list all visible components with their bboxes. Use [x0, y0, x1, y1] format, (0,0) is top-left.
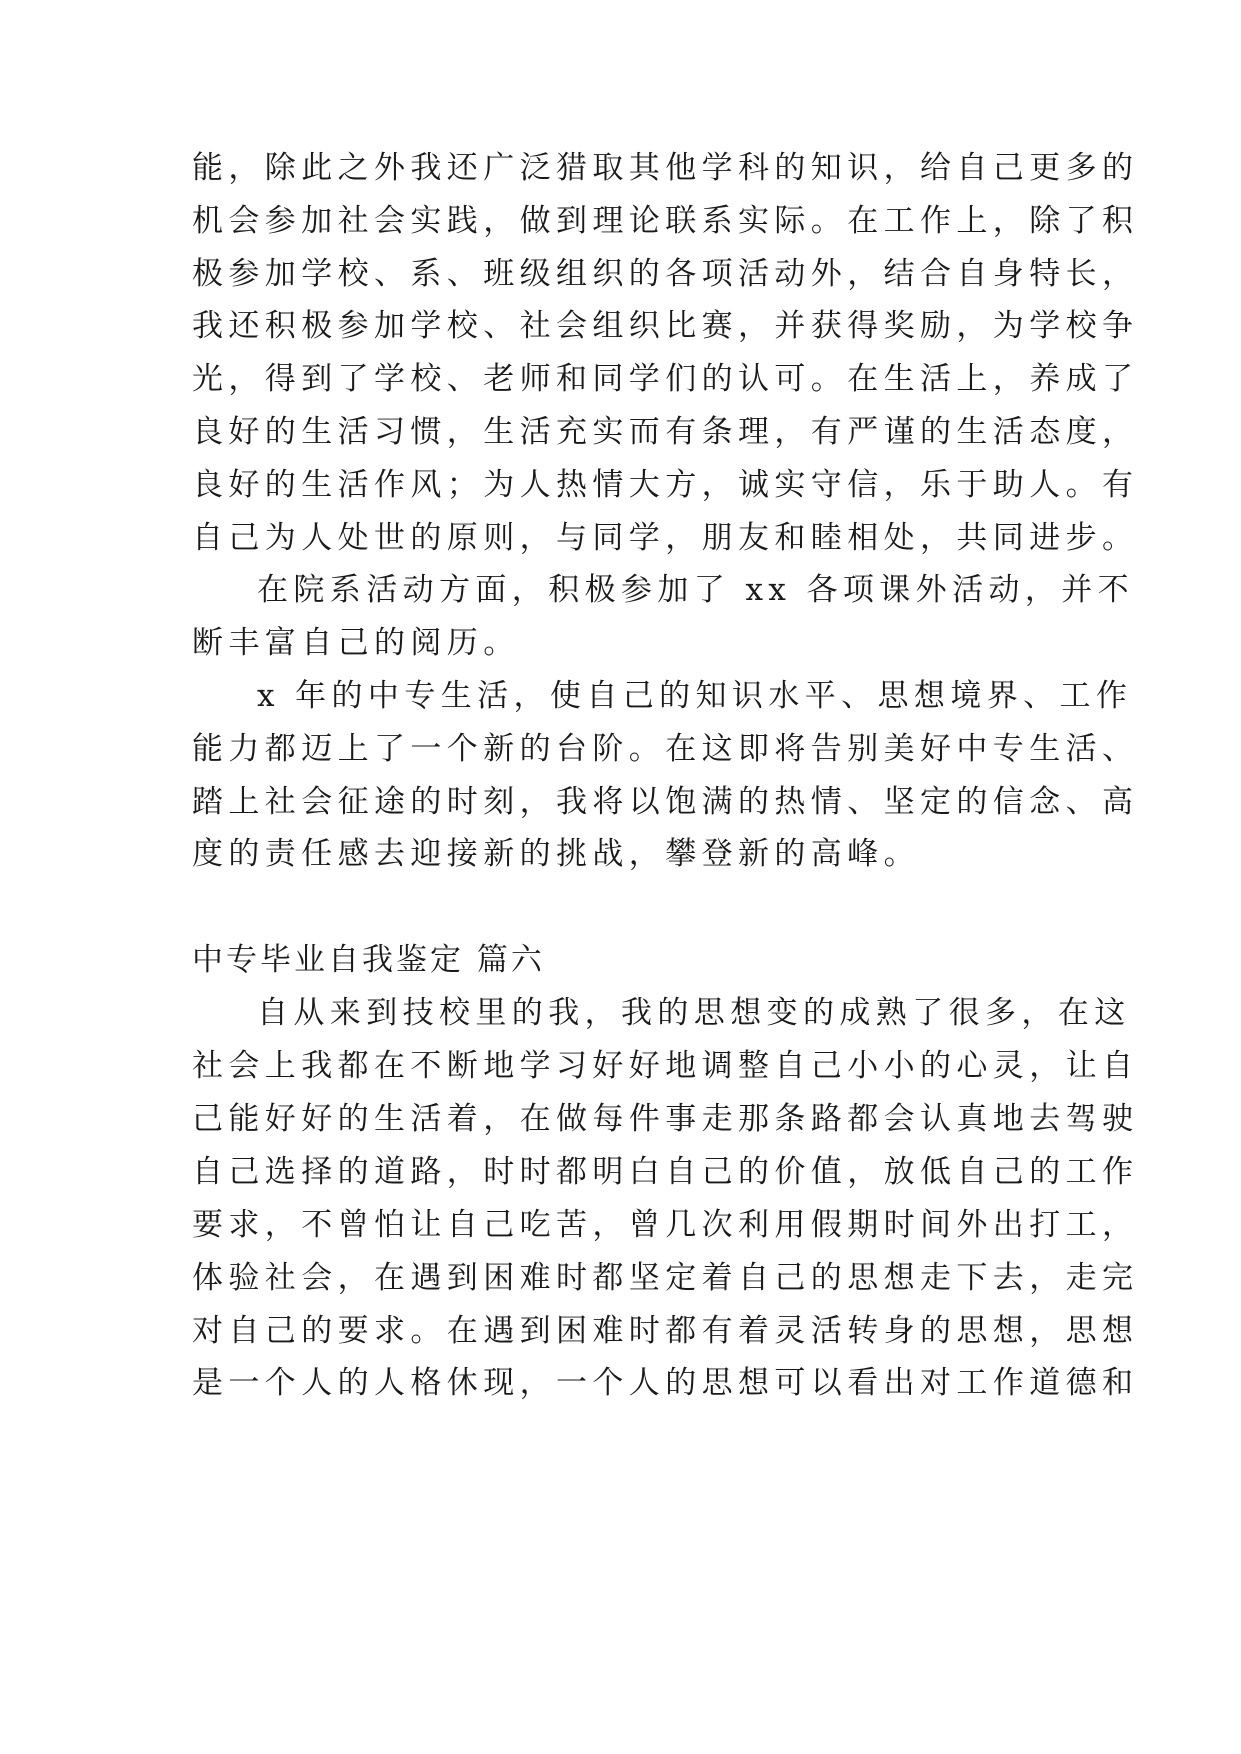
section-heading: 中专毕业自我鉴定 篇六	[192, 942, 545, 978]
text-line: 光，得到了学校、老师和同学们的认可。在生活上，养成了	[192, 361, 1139, 397]
text-line: 对自己的要求。在遇到困难时都有着灵活转身的思想，思想	[192, 1313, 1139, 1349]
text-line: 己能好好的生活着，在做每件事走那条路都会认真地去驾驶	[192, 1101, 1139, 1137]
text-line: 要求，不曾怕让自己吃苦，曾几次利用假期时间外出打工，	[192, 1207, 1139, 1243]
text-line: 踏上社会征途的时刻，我将以饱满的热情、坚定的信念、高	[192, 784, 1139, 820]
paragraph-first-line: 在院系活动方面，积极参加了 xx 各项课外活动，并不	[257, 572, 1135, 608]
text-line: 自己为人处世的原则，与同学，朋友和睦相处，共同进步。	[192, 520, 1139, 556]
text-line: 良好的生活作风；为人热情大方，诚实守信，乐于助人。有	[192, 467, 1139, 503]
paragraph-first-line: x 年的中专生活，使自己的知识水平、思想境界、工作	[257, 678, 1133, 714]
text-line: 能力都迈上了一个新的台阶。在这即将告别美好中专生活、	[192, 731, 1139, 767]
text-line: 我还积极参加学校、社会组织比赛，并获得奖励，为学校争	[192, 308, 1139, 344]
text-line: 体验社会，在遇到困难时都坚定着自己的思想走下去，走完	[192, 1260, 1139, 1296]
text-line: 能，除此之外我还广泛猎取其他学科的知识，给自己更多的	[192, 150, 1139, 186]
text-line: 度的责任感去迎接新的挑战，攀登新的高峰。	[192, 836, 920, 872]
text-line: 机会参加社会实践，做到理论联系实际。在工作上，除了积	[192, 203, 1139, 239]
text-line: 自己选择的道路，时时都明白自己的价值，放低自己的工作	[192, 1154, 1139, 1190]
text-line: 良好的生活习惯，生活充实而有条理，有严谨的生活态度，	[192, 414, 1139, 450]
text-line: 社会上我都在不断地学习好好地调整自己小小的心灵，让自	[192, 1048, 1139, 1084]
paragraph-first-line: 自从来到技校里的我，我的思想变的成熟了很多，在这	[257, 995, 1131, 1031]
text-line: 断丰富自己的阅历。	[192, 625, 520, 661]
text-line: 极参加学校、系、班级组织的各项活动外，结合自身特长，	[192, 256, 1139, 292]
text-line: 是一个人的人格休现，一个人的思想可以看出对工作道德和	[192, 1365, 1139, 1401]
